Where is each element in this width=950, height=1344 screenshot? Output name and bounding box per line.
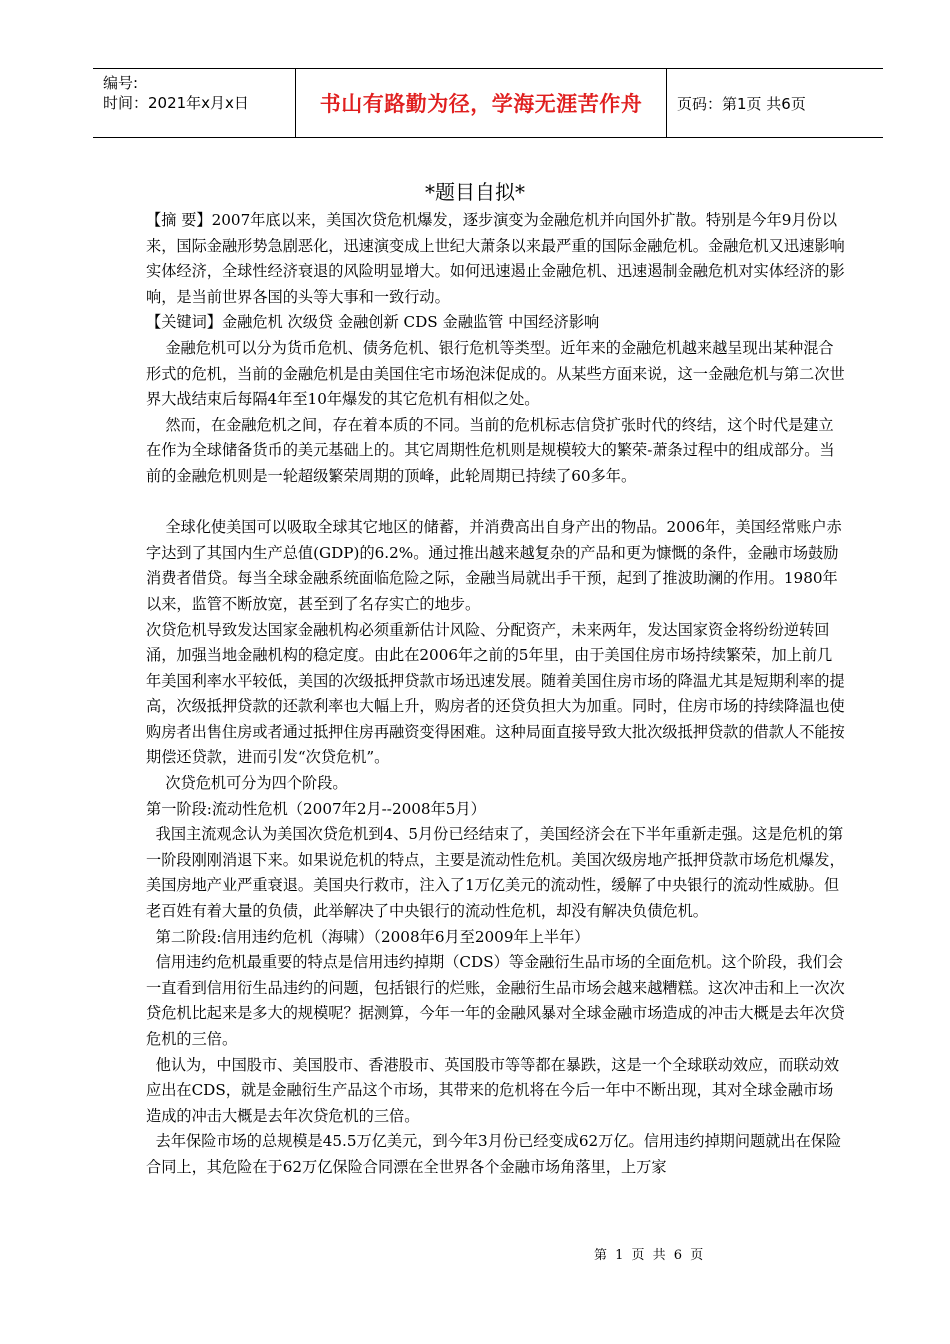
- body-paragraph: 次贷危机导致发达国家金融机构必须重新估计风险、分配资产，未来两年，发达国家资金将纷纷逆转回涌，加强当地金融机构的稳定度。由此在2006年之前的5年里，由于美国住房市场持续繁荣，加上前几年美国利率水平较低，美国的次级抵押贷款市场迅速发展。随着美国住房市场的降温尤其是短期利率的提高，次级抵押贷款的还款利率也大幅上升，购房者的还贷负担大为加重。同时，住房市场的持续降温也使购房者出售住房或者通过抵押住房再融资变得困难。这种局面直接导致大批次级抵押贷款的借款人不能按期偿还贷款，进而引发“次贷危机”。: [146, 620, 845, 767]
- header-table: [93, 68, 883, 138]
- page-footer: 第 1 页 共 6 页: [594, 1248, 706, 1263]
- body-paragraph: 次贷危机可分为四个阶段。: [146, 774, 348, 793]
- paragraph-gap: [146, 490, 846, 516]
- stage-heading: 第二阶段:信用违约危机（海啸）（2008年6月至2009年上半年）: [146, 927, 590, 946]
- document-title: *题目自拟*: [425, 180, 525, 204]
- header-meta: [103, 73, 249, 113]
- document-body: [146, 208, 846, 1181]
- body-paragraph: 然而，在金融危机之间，存在着本质的不同。当前的危机标志信贷扩张时代的终结，这个时代是建立在作为全球储备货币的美元基础上的。其它周期性危机则是规模较大的繁荣-萧条过程中的组成部分。当前的金融危机则是一轮超级繁荣周期的顶峰，此轮周期已持续了60多年。: [146, 415, 835, 485]
- time-label: 时间：2021年x月x日: [103, 94, 249, 112]
- header-divider: [666, 69, 667, 137]
- number-label: 编号:: [103, 74, 139, 92]
- stage-heading: 第一阶段:流动性危机（2007年2月--2008年5月）: [146, 799, 486, 818]
- body-paragraph: 我国主流观念认为美国次贷危机到4、5月份已经结束了，美国经济会在下半年重新走强。这是危机的第一阶段刚刚消退下来。如果说危机的特点，主要是流动性危机。美国次级房地产抵押贷款市场危机爆发，美国房地产业严重衰退。美国央行救市，注入了1万亿美元的流动性，缓解了中央银行的流动性威胁。但老百姓有着大量的负债，此举解决了中央银行的流动性危机，却没有解决负债危机。: [146, 825, 845, 921]
- body-paragraph: 信用违约危机最重要的特点是信用违约掉期（CDS）等金融衍生品市场的全面危机。这个阶段，我们会一直看到信用衍生品违约的问题，包括银行的烂账，金融衍生品市场会越来越糟糕。这次冲击和上一次次贷危机比起来是多大的规模呢？据测算，今年一年的金融风暴对全球金融市场造成的冲击大概是去年次贷危机的三倍。: [146, 953, 845, 1048]
- body-paragraph: 他认为，中国股市、美国股市、香港股市、英国股市等等都在暴跌，这是一个全球联动效应，而联动效应出在CDS，就是金融衍生产品这个市场，其带来的危机将在今后一年中不断出现，其对全球金融市场造成的冲击大概是去年次贷危机的三倍。: [146, 1055, 840, 1125]
- body-paragraph: 去年保险市场的总规模是45.5万亿美元，到今年3月份已经变成62万亿。信用违约掉期问题就出在保险合同上，其危险在于62万亿保险合同漂在全世界各个金融市场角落里，上万家: [146, 1132, 842, 1176]
- body-paragraph: 金融危机可以分为货币危机、债务危机、银行危机等类型。近年来的金融危机越来越呈现出某种混合形式的危机，当前的金融危机是由美国住宅市场泡沫促成的。从某些方面来说，这一金融危机与第二次世界大战结束后每隔4年至10年爆发的其它危机有相似之处。: [146, 338, 845, 409]
- keywords-paragraph: 【关键词】金融危机 次级贷 金融创新 CDS 金融监管 中国经济影响: [146, 313, 600, 332]
- page-number-label: 页码：第1页 共6页: [677, 95, 806, 113]
- abstract-paragraph: 【摘 要】2007年底以来，美国次贷危机爆发，逐步演变为金融危机并向国外扩散。特别是今年9月份以来，国际金融形势急剧恶化，迅速演变成上世纪大萧条以来最严重的国际金融危机。金融危机又迅速影响实体经济，全球性经济衰退的风险明显增大。如何迅速遏止金融危机、迅速遏制金融危机对实体经济的影响，是当前世界各国的头等大事和一致行动。: [146, 211, 845, 306]
- header-motto: 书山有路勤为径，学海无涯苦作舟: [319, 92, 643, 116]
- body-paragraph: 全球化使美国可以吸取全球其它地区的储蓄，并消费高出自身产出的物品。2006年，美国经常账户赤字达到了其国内生产总值(GDP)的6.2%。通过推出越来越复杂的产品和更为慷慨的条件，金融市场鼓励消费者借贷。每当全球金融系统面临危险之际，金融当局就出手干预，起到了推波助澜的作用。1980年以来，监管不断放宽，甚至到了名存实亡的地步。: [146, 518, 842, 613]
